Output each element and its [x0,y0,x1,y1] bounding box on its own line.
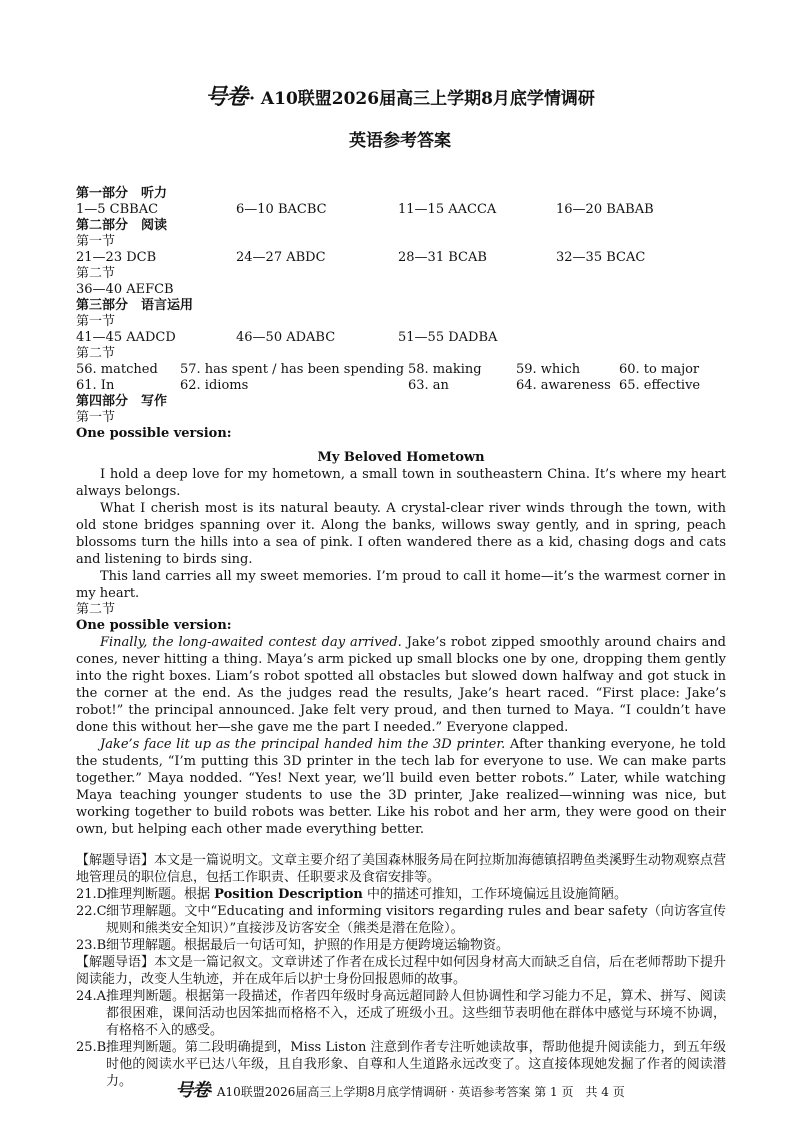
answer-group: 21—23 DCB [76,250,157,265]
story-lead-sentence: Finally, the long-awaited contest day arrived. [100,635,402,650]
fill-answer: 62. idioms [180,378,249,393]
part3-title: 第三部分 语言运用 [76,298,194,313]
answer-group: 51—55 DADBA [398,330,498,345]
section-label: 第一节 [76,234,116,249]
answer-group: 24—27 ABDC [236,250,326,265]
passage-guide: 【解题导语】本文是一篇记叙文。文章讲述了作者在成长过程中如何因身材高大而缺乏自信，后在老师帮助下提升阅读能力，改变人生轨迹，并在成年后以护士身份回报恩师的故事。 [76,955,727,987]
grammar-fill-row [76,378,726,394]
fill-answer: 60. to major [619,362,700,377]
page-footer [0,1082,800,1101]
section-label: 第二节 [76,602,116,617]
analysis-text-part: 推理判断题。根据 [106,887,211,902]
question-answer: 22.C [76,904,107,919]
story-paragraph [76,736,726,838]
footer-text: · A10联盟2026届高三上学期8月底学情调研 · 英语参考答案 第 1 页 共 4 页 [209,1085,625,1099]
fill-answer: 65. effective [619,378,701,393]
answer-group: 32—35 BCAC [556,250,646,265]
part1-title: 第一部分 听力 [76,186,168,201]
fill-answer: 61. In [76,378,115,393]
question-answer: 21.D [76,887,108,902]
page-subtitle: 英语参考答案 [349,131,451,151]
answer-content [76,186,726,1090]
answer-group: 11—15 AACCA [398,202,497,217]
analysis-keyword: Position Description [214,887,363,902]
passage-guide: 【解题导语】本文是一篇说明文。文章主要介绍了美国森林服务局在阿拉斯加海德镇招聘鱼类溪野生动物观察点营地管理员的职位信息，包括工作职责、任职要求及食宿安排等。 [76,853,727,885]
story-lead-sentence: Jake’s face lit up as the principal handed him the 3D printer. [100,737,506,752]
answer-group: 36—40 AEFCB [76,282,174,297]
analysis-section [76,852,726,1090]
essay-paragraph: I hold a deep love for my hometown, a small town in southeastern China. It’s where my heart always belongs. [76,467,726,499]
version-label: One possible version: [76,618,232,633]
header-title: · A10联盟2026届高三上学期8月底学情调研 [249,89,595,109]
analysis-text: 推理判断题。根据第一段描述，作者四年级时身高远超同龄人但协调性和学习能力不足，算术、拼写、阅读都很困难，课间活动也因笨拙而格格不入，还成了班级小丑。这些细节表明他在群体中感觉与环境不协调，有格格不入的感受。 [106,989,726,1038]
part2-title: 第二部分 阅读 [76,218,168,233]
question-answer: 24.A [76,989,107,1004]
fill-answer: 57. has spent / has been spending [180,362,405,377]
fill-answer: 58. making [408,362,482,377]
story-paragraph [76,634,726,736]
answer-group: 6—10 BACBC [236,202,327,217]
analysis-text: 推理判断题。第二段明确提到，Miss Liston 注意到作者专注听她读故事，帮助他提升阅读能力，到五年级时他的阅读水平已达八年级，且自我形象、自尊和人生道路永远改变了。这直接体现她发掘了作者的阅读潜力。 [106,1040,726,1089]
section-label: 第二节 [76,266,116,281]
analysis-text-part: 中的描述可推知，工作环境偏远且设施简陋。 [366,887,627,902]
answer-group: 1—5 CBBAC [76,202,159,217]
analysis-text: 细节理解题。文中“Educating and informing visitors regarding rules and bear safety（向访客宣传规则和熊类安全知识）”直接涉及访客安全（熊类是潜在危险）。 [106,904,726,936]
part1-answers-row [76,202,726,218]
fill-answer: 63. an [408,378,449,393]
story-body: Jake’s robot zipped smoothly around chairs and cones, never hitting a thing. Maya’s arm picked up small blocks one by one, dropping them gently into the right boxes. Liam’s robot spotted all obstacles but slowed down halfway and got stuck in the corner at the end. As the judges read the results, Jake’s heart raced. “First place: Jake’s robot!” the principal announced. Jake felt very proud, and then turned to Maya. “I couldn’t have done this without her—she gave me the part I needed.” Everyone clapped. [76,635,727,735]
grammar-fill-row [76,362,726,378]
part4-title: 第四部分 写作 [76,394,168,409]
essay-title: My Beloved Hometown [317,450,485,465]
analysis-item [76,988,726,1039]
essay-paragraph: This land carries all my sweet memories. I’m proud to call it home—it’s the warmest corner in my heart. [76,569,726,601]
answer-group: 16—20 BABAB [556,202,654,217]
analysis-text [106,886,726,903]
analysis-item [76,903,726,937]
brand-logo: 号卷 [175,1080,210,1101]
section-label: 第一节 [76,410,116,425]
story-body: After thanking everyone, he told the students, “I’m putting this 3D printer in the tech lab for everyone to use. We can make parts together.” Maya nodded. “Yes! Next year, we’ll build even better robots.” Later, while watching Maya teaching younger students to use the 3D printer, Jake realized—winning was nice, but working together to build robots was better. Like his robot and her arm, they were good on their own, but helping each other made everything better. [76,737,726,837]
essay-paragraph: What I cherish most is its natural beauty. A crystal-clear river winds through the town, with old stone bridges spanning over it. Along the banks, willows sway gently, and in spring, peach blossoms turn the hills into a sea of pink. I often wandered there as a kid, chasing dogs and cats and listening to birds sing. [76,501,726,567]
brand-logo: 号卷 [205,84,248,110]
part2-answers-row [76,250,726,266]
page-header [0,86,800,110]
analysis-text: 细节理解题。根据最后一句话可知，护照的作用是方便跨境运输物资。 [106,938,510,953]
part3-answers-row [76,330,726,346]
section-label: 第一节 [76,314,116,329]
analysis-item [76,886,726,903]
analysis-item [76,937,726,954]
question-answer: 25.B [76,1040,107,1055]
version-label: One possible version: [76,426,232,441]
question-answer: 23.B [76,938,107,953]
fill-answer: 56. matched [76,362,158,377]
answer-group: 46—50 ADABC [236,330,336,345]
fill-answer: 64. awareness [516,378,611,393]
section-label: 第二节 [76,346,116,361]
answer-group: 41—45 AADCD [76,330,176,345]
fill-answer: 59. which [516,362,581,377]
answer-group: 28—31 BCAB [398,250,487,265]
